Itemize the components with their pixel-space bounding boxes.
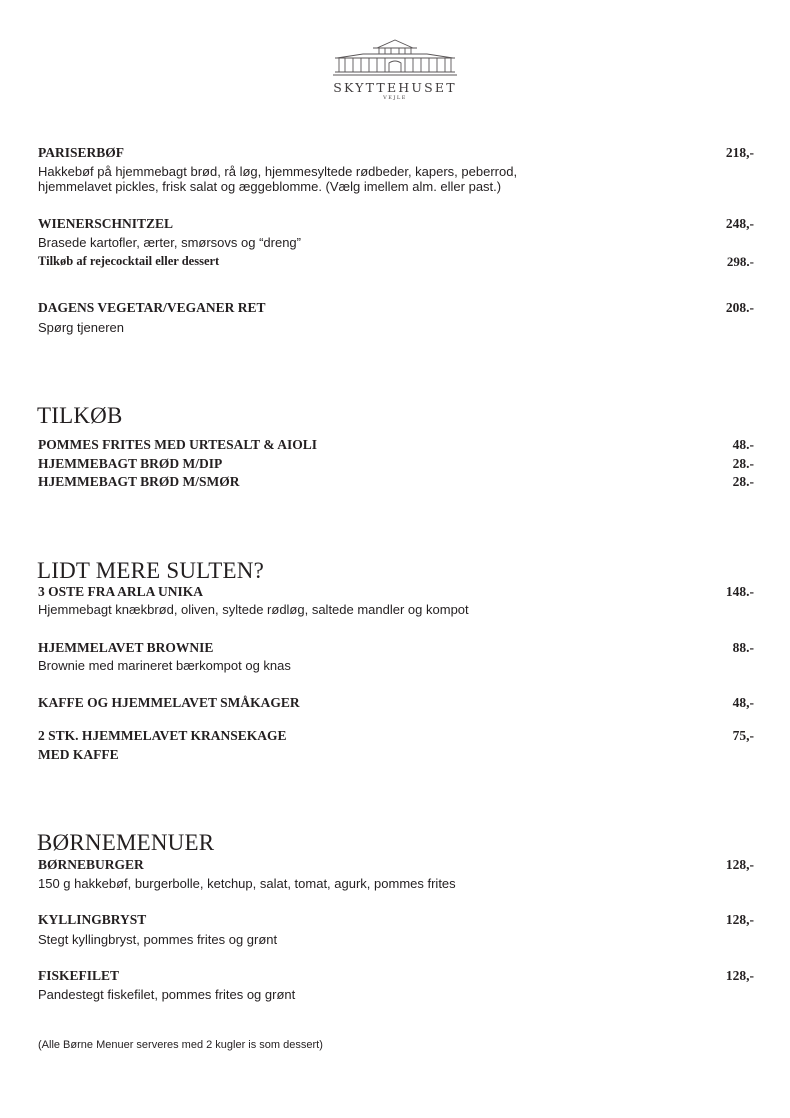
- menu-item-title: DAGENS VEGETAR/VEGANER RET: [38, 300, 266, 315]
- menu-item-description: Stegt kyllingbryst, pommes frites og grønt: [38, 932, 278, 947]
- menu-item-title: 2 STK. HJEMMELAVET KRANSEKAGE: [38, 728, 287, 743]
- menu-item-price: 248,-: [725, 216, 754, 231]
- menu-item-price: 48,-: [732, 695, 754, 710]
- section-heading: TILKØB: [37, 403, 123, 428]
- menu-item-title: HJEMMEBAGT BRØD M/DIP: [38, 456, 223, 471]
- menu-item-title: WIENERSCHNITZEL: [38, 216, 174, 231]
- menu-item-price: 48.-: [732, 437, 754, 452]
- menu-item-price: 218,-: [725, 145, 754, 160]
- section-heading: LIDT MERE SULTEN?: [37, 558, 264, 583]
- menu-item-title: PARISERBØF: [38, 145, 125, 160]
- menu-item-price: 128,-: [725, 857, 754, 872]
- menu-item-description: Brasede kartofler, ærter, smørsovs og “dreng”: [38, 235, 301, 250]
- menu-item-description: Hjemmebagt knækbrød, oliven, syltede rødløg, saltede mandler og kompot: [38, 602, 469, 617]
- menu-item-title: FISKEFILET: [38, 968, 120, 983]
- menu-item-title: HJEMMELAVET BROWNIE: [38, 640, 214, 655]
- menu-item-title: 3 OSTE FRA ARLA UNIKA: [38, 584, 204, 599]
- menu-item-title-continued: MED KAFFE: [38, 747, 119, 762]
- menu-item-price: 28.-: [732, 474, 754, 489]
- menu-item-price: 128,-: [725, 968, 754, 983]
- menu-item-price: 88.-: [732, 640, 754, 655]
- menu-item-price: 148.-: [725, 584, 754, 599]
- menu-item-description: 150 g hakkebøf, burgerbolle, ketchup, salat, tomat, agurk, pommes frites: [38, 876, 456, 891]
- addon-price: 298.-: [726, 254, 754, 269]
- menu-item-price: 208.-: [725, 300, 754, 315]
- menu-item-description: Pandestegt fiskefilet, pommes frites og grønt: [38, 987, 296, 1002]
- building-facade-icon: [333, 38, 457, 78]
- logo-name: SKYTTEHUSET: [333, 80, 457, 95]
- section-heading: BØRNEMENUER: [37, 830, 215, 855]
- menu-item-price: 128,-: [725, 912, 754, 927]
- menu-item-description: Brownie med marineret bærkompot og knas: [38, 658, 291, 673]
- menu-item-description: Hakkebøf på hjemmebagt brød, rå løg, hjemmesyltede rødbeder, kapers, peberrod,: [38, 164, 518, 179]
- restaurant-logo: [0, 38, 790, 102]
- menu-item-title: KYLLINGBRYST: [38, 912, 147, 927]
- menu-item-price: 28.-: [732, 456, 754, 471]
- menu-item-title: HJEMMEBAGT BRØD M/SMØR: [38, 474, 240, 489]
- footnote: (Alle Børne Menuer serveres med 2 kugler is som dessert): [38, 1039, 323, 1051]
- menu-item-price: 75,-: [732, 728, 754, 743]
- logo-location: VEJLE: [383, 95, 407, 101]
- menu-item-title: BØRNEBURGER: [38, 857, 144, 872]
- menu-item-description: Spørg tjeneren: [38, 320, 124, 335]
- addon-label: Tilkøb af rejecocktail eller dessert: [38, 254, 220, 268]
- menu-item-title: KAFFE OG HJEMMELAVET SMÅKAGER: [38, 695, 300, 710]
- menu-item-description: hjemmelavet pickles, frisk salat og æggeblomme. (Vælg imellem alm. eller past.): [38, 179, 502, 194]
- menu-item-title: POMMES FRITES MED URTESALT & AIOLI: [38, 437, 317, 452]
